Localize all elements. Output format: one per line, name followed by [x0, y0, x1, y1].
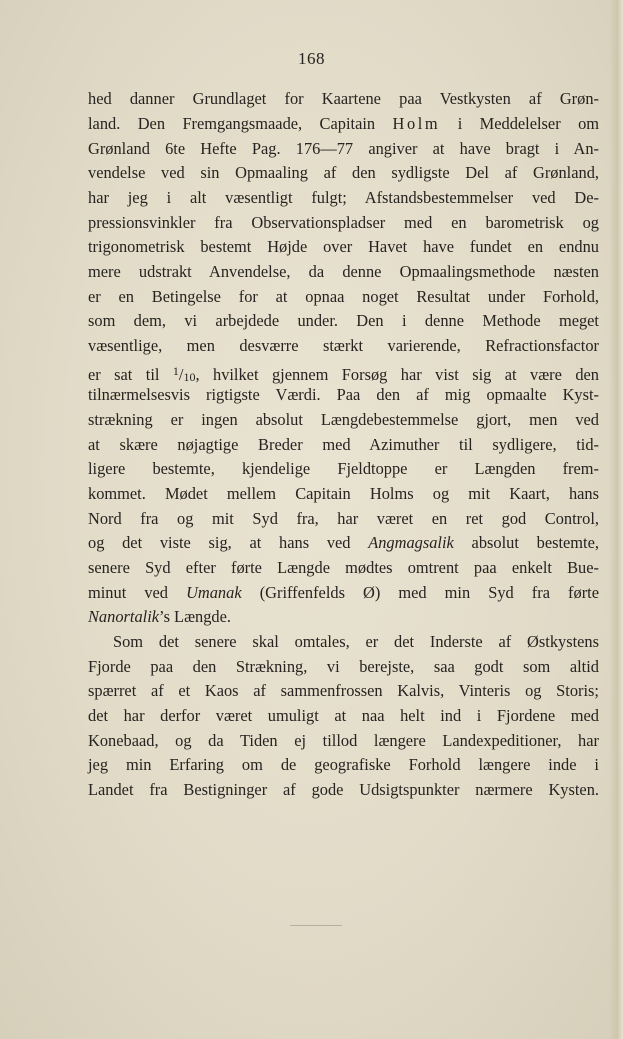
text-line: trigonometrisk bestemt Højde over Havet have fundet en endnu	[88, 237, 599, 256]
text-line: pressionsvinkler fra Observationspladser med en barometrisk og	[88, 213, 599, 232]
text-line: tilnærmelsesvis rigtigste Værdi. Paa den af mig opmaalte Kyst-	[88, 385, 599, 404]
text-line: minut ved Umanak (Griffenfelds Ø) med min Syd fra førte	[88, 583, 599, 602]
text-line: mere udstrakt Anvendelse, da denne Opmaalingsmethode næsten	[88, 262, 599, 281]
bottom-divider-rule	[290, 925, 342, 926]
place-name-umanak: Umanak	[186, 583, 242, 602]
text-line: Konebaad, og da Tiden ej tillod længere Landexpeditioner, har	[88, 731, 599, 750]
text-line: at skære nøjagtige Breder med Azimuther til sydligere, tid-	[88, 435, 599, 454]
page-number: 168	[298, 49, 325, 68]
text-line: er en Betingelse for at opnaa noget Resultat under Forhold,	[88, 287, 599, 306]
text-line: hed danner Grundlaget for Kaartene paa Vestkysten af Grøn-	[88, 89, 599, 108]
text-line: ligere bestemte, kjendelige Fjeldtoppe er Længden frem-	[88, 459, 599, 478]
paragraph-start-line: Som det senere skal omtales, er det Inderste af Østkystens	[113, 632, 599, 651]
text-line: kommet. Mødet mellem Capitain Holms og mit Kaart, hans	[88, 484, 599, 503]
place-name-angmagsalik: Angmagsalik	[368, 533, 454, 552]
text-line: Nanortalik’s Længde.	[88, 607, 231, 626]
text-line: land. Den Fremgangsmaade, Capitain Holm i Meddelelser om	[88, 114, 600, 133]
text-line: har jeg i alt væsentligt fulgt; Afstandsbestemmelser ved De-	[88, 188, 599, 207]
text-line: Landet fra Bestigninger af gode Udsigtspunkter nærmere Kysten.	[88, 780, 599, 799]
text-line: er sat til $^1$/10, hvilket gjennem Forsøg har vist sig at være den	[88, 364, 599, 384]
refraction-fraction: $^1$/10	[172, 364, 196, 384]
text-line: Nord fra og mit Syd fra, har været en ret god Control,	[88, 509, 599, 528]
text-line: spærret af et Kaos af sammenfrossen Kalvis, Vinteris og Storis;	[88, 681, 599, 700]
text-line: senere Syd efter førte Længde mødtes omtrent paa enkelt Bue-	[88, 558, 599, 577]
text-line: som dem, vi arbejdede under. Den i denne Methode meget	[88, 311, 599, 330]
text-line: jeg min Erfaring om de geografiske Forhold længere inde i	[88, 755, 599, 774]
text-line: Fjorde paa den Strækning, vi berejste, saa godt som altid	[88, 657, 599, 676]
page-edge	[609, 0, 623, 1039]
text-line: strækning er ingen absolut Længdebestemmelse gjort, men ved	[88, 410, 599, 429]
place-name-nanortalik: Nanortalik	[88, 607, 160, 626]
text-line: væsentlige, men desværre stærkt varierende, Refractionsfactor	[88, 336, 599, 355]
text-line: og det viste sig, at hans ved Angmagsalik absolut bestemte,	[88, 533, 599, 552]
text-line: det har derfor været umuligt at naa helt ind i Fjordene med	[88, 706, 599, 725]
text-line: Grønland 6te Hefte Pag. 176—77 angiver at have bragt i An-	[88, 139, 599, 158]
holm-spaced-name: Holm	[392, 114, 441, 133]
text-line: vendelse ved sin Opmaaling af den sydligste Del af Grønland,	[88, 163, 599, 182]
